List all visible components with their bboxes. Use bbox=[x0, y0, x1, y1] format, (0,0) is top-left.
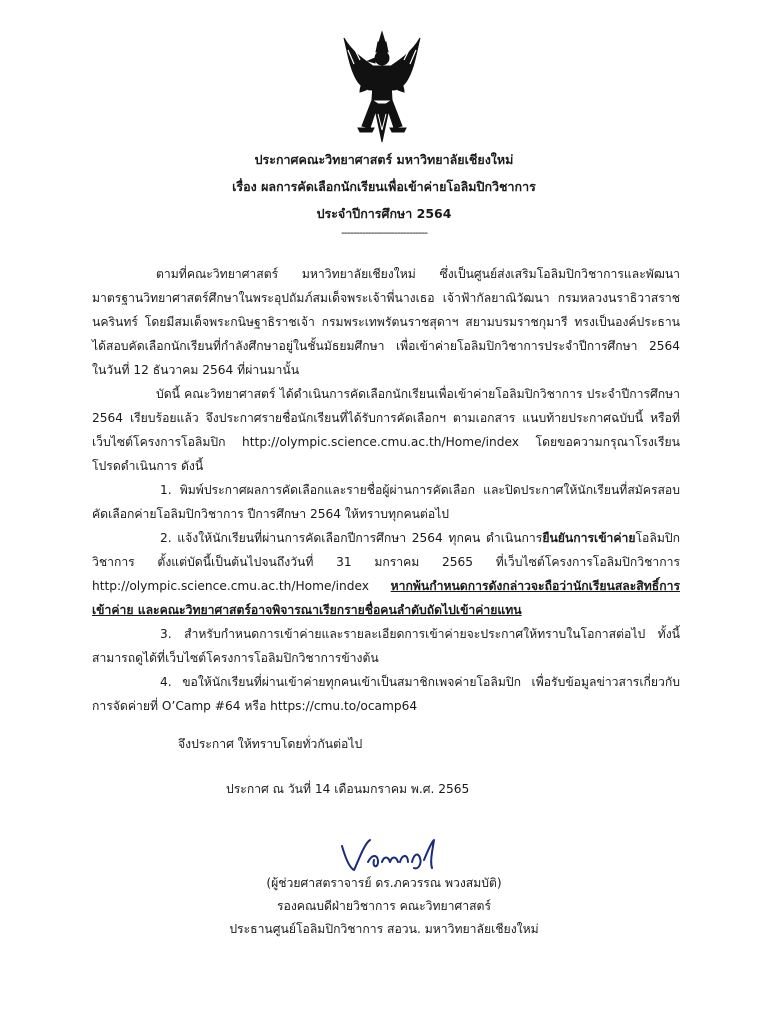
announcement-subject: เรื่อง ผลการคัดเลือกนักเรียนเพื่อเข้าค่ายโอลิมปิกวิชาการ bbox=[232, 179, 536, 194]
signatory-block bbox=[0, 872, 768, 941]
announcement-year: ประจำปีการศึกษา 2564 bbox=[316, 206, 452, 221]
paragraph-1: ตามที่คณะวิทยาศาสตร์ มหาวิทยาลัยเชียงใหม่ ซึ่งเป็นศูนย์ส่งเสริมโอลิมปิกวิชาการและพัฒนามาตรฐานวิทยาศาสตร์ศึกษาในพระอุปถัมภ์สมเด็จพระเจ้าพี่นางเธอ เจ้าฟ้ากัลยาณิวัฒนา กรมหลวงนราธิวาสราชนครินทร์ โดยมีสมเด็จพระกนิษฐาธิราชเจ้า กรมพระเทพรัตนราชสุดาฯ สยามบรมราชกุมารี ทรงเป็นองค์ประธาน ได้สอบคัดเลือกนักเรียนที่กำลังศึกษาอยู่ในชั้นมัธยมศึกษา เพื่อเข้าค่ายโอลิมปิกวิชาการประจำปีการศึกษา 2564 ในวันที่ 12 ธันวาคม 2564 ที่ผ่านมานั้น bbox=[92, 267, 680, 377]
list-item-2-bold: ยืนยันการเข้าค่าย bbox=[542, 531, 636, 545]
list-item-2-warning: หากพ้นกำหนดการดังกล่าวจะถือว่านักเรียนสละสิทธิ์การเข้าค่าย และคณะวิทยาศาสตร์อาจพิจารณาเรียกรายชื่อคนลำดับถัดไปเข้าค่ายแทน bbox=[92, 579, 680, 617]
announcement-date: ประกาศ ณ วันที่ 14 เดือนมกราคม พ.ศ. 2565 bbox=[226, 782, 470, 796]
handwritten-signature-icon bbox=[334, 832, 454, 876]
paragraph-2: บัดนี้ คณะวิทยาศาสตร์ ได้ดำเนินการคัดเลือกนักเรียนเพื่อเข้าค่ายโอลิมปิกวิชาการ ประจำปีการศึกษา 2564 เรียบร้อยแล้ว จึงประกาศรายชื่อนักเรียนที่ได้รับการคัดเลือกฯ ตามเอกสาร แนบท้ายประกาศฉบับนี้ หรือที่เว็บไซต์โครงการโอลิมปิก http://olympic.science.cmu.ac.th/Home/index โดยขอความกรุณาโรงเรียนโปรดดำเนินการ ดังนี้ bbox=[92, 387, 680, 473]
list-item-3: 3. สำหรับกำหนดการเข้าค่ายและรายละเอียดการเข้าค่ายจะประกาศให้ทราบในโอกาสต่อไป ทั้งนี้สามารถดูได้ที่เว็บไซต์โครงการโอลิมปิกวิชาการข้างต้น bbox=[92, 627, 680, 665]
signatory-position-1: รองคณบดีฝ่ายวิชาการ คณะวิทยาศาสตร์ bbox=[276, 899, 491, 913]
list-item-1: 1. พิมพ์ประกาศผลการคัดเลือกและรายชื่อผู้ผ่านการคัดเลือก และปิดประกาศให้นักเรียนที่สมัครสอบคัดเลือกค่ายโอลิมปิกวิชาการ ปีการศึกษา 2564 ให้ทราบทุกคนต่อไป bbox=[92, 483, 680, 521]
header-divider: ----------------------------- bbox=[340, 226, 428, 239]
announcement-title: ประกาศคณะวิทยาศาสตร์ มหาวิทยาลัยเชียงใหม่ bbox=[254, 152, 514, 167]
list-item-2 bbox=[92, 526, 680, 622]
signatory-position-2: ประธานศูนย์โอลิมปิกวิชาการ สอวน. มหาวิทยาลัยเชียงใหม่ bbox=[229, 922, 539, 936]
list-item-2-text-a: 2. แจ้งให้นักเรียนที่ผ่านการคัดเลือกปีการศึกษา 2564 ทุกคน ดำเนินการ bbox=[160, 531, 543, 545]
list-item-2-text-b: โอลิมปิกวิชาการ ตั้งแต่บัดนี้เป็นต้นไปจนถึงวันที่ 31 มกราคม 2565 ที่เว็บไซต์โครงการโอลิมปิกวิชาการ http://olympic.science.cmu.ac.th/Home/index bbox=[92, 531, 680, 593]
signatory-name: (ผู้ช่วยศาสตราจารย์ ดร.ภควรรณ พวงสมบัติ) bbox=[266, 876, 502, 890]
list-item-4: 4. ขอให้นักเรียนที่ผ่านเข้าค่ายทุกคนเข้าเป็นสมาชิกเพจค่ายโอลิมปิก เพื่อรับข้อมูลข่าวสารเกี่ยวกับการจัดค่ายที่ O’Camp #64 หรือ https://cmu.to/ocamp64 bbox=[92, 675, 680, 713]
garuda-emblem-icon bbox=[338, 30, 426, 148]
announcement-body bbox=[92, 262, 680, 718]
closing-statement: จึงประกาศ ให้ทราบโดยทั่วกันต่อไป bbox=[178, 737, 363, 751]
